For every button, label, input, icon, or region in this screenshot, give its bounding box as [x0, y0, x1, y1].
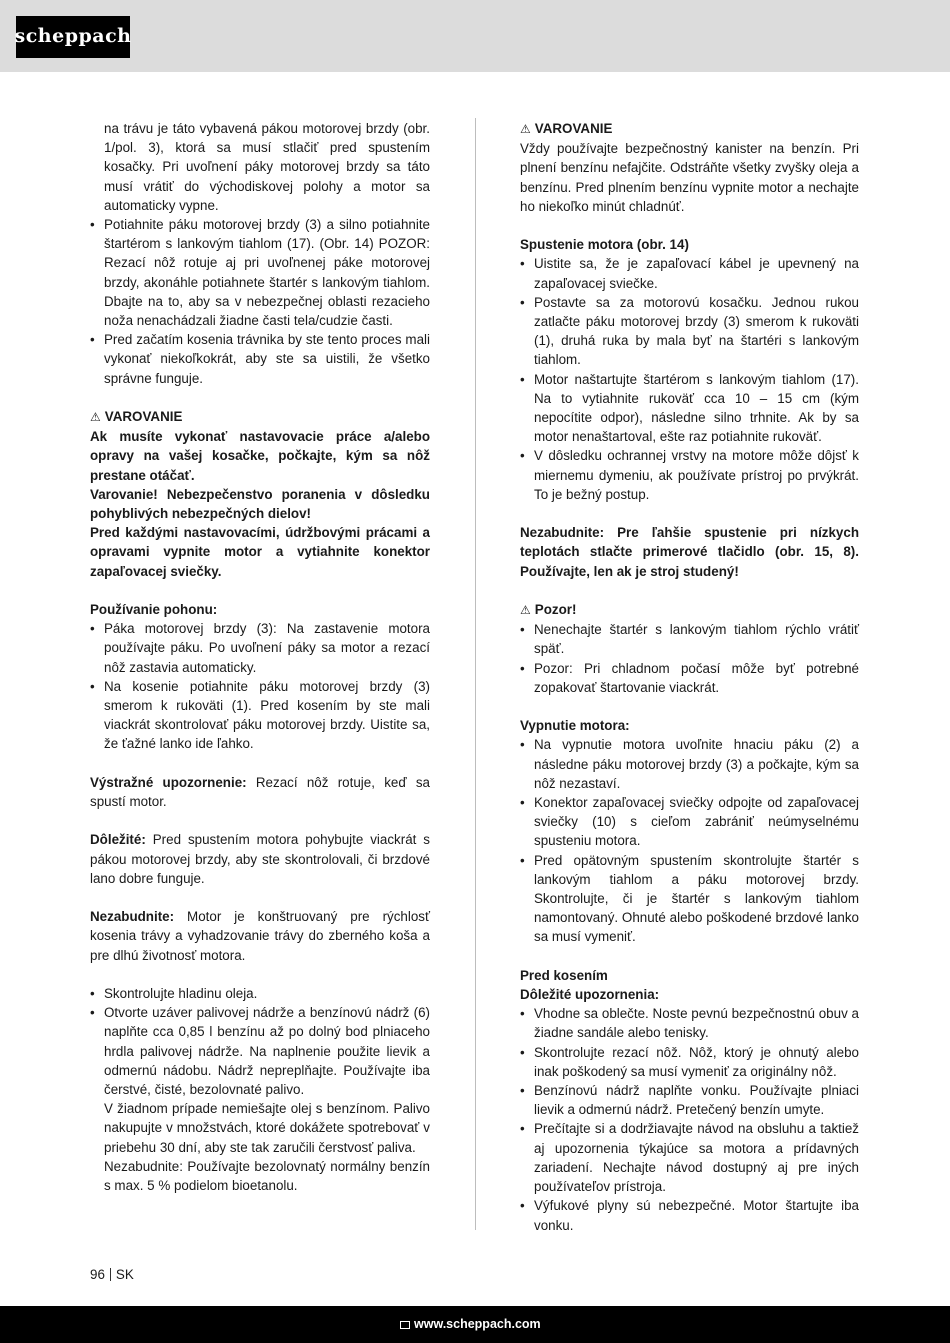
list-item: • Otvorte uzáver palivovej nádrže a benzínovú nádrž (6) naplňte cca 0,85 l benzínu až po dolný bod plniaceho hrdla palivovej nádrže. Na naplnenie použite lievik a odmernú nádobu. Nádrž nepreplňajte. Používajte iba čerstvé, čisté, bezolovnaté palivo.: [90, 1003, 430, 1099]
monitor-icon: [400, 1321, 410, 1329]
important-paragraph: Dôležité: Pred spustením motora pohybujte viackrát s pákou motorovej brzdy, aby ste skontrolovali, či brzdové lano dobre funguje.: [90, 832, 430, 886]
section-subheading: Dôležité upozornenia:: [520, 987, 660, 1003]
list-item: • Pozor: Pri chladnom počasí môže byť potrebné zopakovať štartovanie viackrát.: [520, 659, 859, 697]
warning-paragraph: Ak musíte vykonať nastavovacie práce a/alebo opravy na vašej kosačke, počkajte, kým sa nôž prestane otáčať.: [90, 429, 430, 483]
warning-heading: ⚠ VAROVANIE: [520, 119, 859, 139]
left-column: [90, 119, 430, 1195]
start-procedure-list: [90, 215, 430, 388]
list-item: • Pred začatím kosenia trávnika by ste tento proces mali vykonať niekoľkokrát, aby ste sa uistili, že všetko správne funguje.: [90, 330, 430, 388]
section-heading-stop: Vypnutie motora:: [520, 718, 630, 734]
warning-heading: ⚠ VAROVANIE: [90, 407, 430, 427]
list-item: • Benzínovú nádrž naplňte vonku. Používajte plniaci lievik a odmernú nádrž. Pretečený benzín umyte.: [520, 1081, 859, 1119]
caution-paragraph: Výstražné upozornenie: Rezací nôž rotuje, keď sa spustí motor.: [90, 774, 430, 810]
brand-logo: scheppach: [16, 16, 130, 58]
drive-list: [90, 619, 430, 753]
page-footer: [90, 1265, 134, 1284]
list-item: • Prečítajte si a dodržiavajte návod na obsluhu a taktiež aj upozornenia týkajúce sa motora a prídavných zariadení. Nechajte návod dostupný aj pre iných používateľov prístroja.: [520, 1119, 859, 1196]
list-item: • Motor naštartujte štartérom s lankovým tiahlom (17). Na to vytiahnite rukoväť cca 10 – 15 cm (kým nepocítite odpor), následne silno trhnite. Ak by sa motor nenaštartoval, ešte raz potiahnite rukoväť.: [520, 370, 859, 447]
start-list: [520, 254, 859, 504]
fuel-list: [90, 984, 430, 1099]
pozor-list: [520, 620, 859, 697]
list-item: • Nenechajte štartér s lankovým tiahlom rýchlo vrátiť späť.: [520, 620, 859, 658]
right-column: [520, 119, 859, 1235]
list-item: • Na kosenie potiahnite páku motorovej brzdy (3) smerom k rukoväti (1). Pred kosením by ste mali viackrát skontrolovať páku motorovej brzdy. Uistite sa, že ťažné lanko ide ľahko.: [90, 677, 430, 754]
list-item: • Skontrolujte rezací nôž. Nôž, ktorý je ohnutý alebo inak poškodený sa musí vymeniť za originálny nôž.: [520, 1043, 859, 1081]
warning-triangle-icon: ⚠: [90, 410, 101, 425]
pozor-heading: ⚠ Pozor!: [520, 600, 859, 620]
warning-paragraph: Vždy používajte bezpečnostný kanister na benzín. Pri plnení benzínu nefajčite. Odstráňte všetky zvyšky oleja a benzínu. Pred plnením benzínu vypnite motor a nechajte ho niekoľko minút chladnúť.: [520, 141, 859, 214]
stop-list: [520, 735, 859, 946]
section-heading-before: Pred kosením: [520, 967, 608, 983]
list-item: • Postavte sa za motorovú kosačku. Jednou rukou zatlačte páku motorovej brzdy (3) smerom k rukoväti (1), druhá ruka by mala byť na štartéri s lankovým tiahlom.: [520, 293, 859, 370]
header-bar: [0, 0, 950, 72]
section-heading-start: Spustenie motora (obr. 14): [520, 237, 689, 253]
warning-paragraph: Pred každými nastavovacími, údržbovými prácami a opravami vypnite motor a vytiahnite konektor zapaľovacej sviečky.: [90, 525, 430, 579]
language-code: SK: [115, 1267, 134, 1282]
warning-triangle-icon: ⚠: [520, 122, 531, 136]
before-list: [520, 1004, 859, 1234]
list-item: • Pred opätovným spustením skontrolujte štartér s lankovým tiahlom a páku motorovej brzdy. Skontrolujte, či je štartér s lankovým tiahlom namontovaný. Ohnuté alebo poškodené brzdové lanko sa musí vymeniť.: [520, 851, 859, 947]
column-divider: [475, 118, 476, 1230]
list-item: • Páka motorovej brzdy (3): Na zastavenie motora používajte páku. Po uvoľnení páky sa motor a rezací nôž zastavia automaticky.: [90, 619, 430, 677]
website-link[interactable]: www.scheppach.com: [400, 1315, 541, 1334]
list-item: • Na vypnutie motora uvoľnite hnaciu páku (2) a následne páku motorovej brzdy (3) a počkajte, kým sa nôž nezastaví.: [520, 735, 859, 793]
fuel-continuation: Nezabudnite: Používajte bezolovnatý normálny benzín s max. 5 % podielom bioetanolu.: [104, 1158, 430, 1194]
list-item: • V dôsledku ochrannej vrstvy na motore môže dôjsť k miernemu dymeniu, ak používate prístroj po prvýkrát. To je bežný postup.: [520, 446, 859, 504]
remember-paragraph: Nezabudnite: Motor je konštruovaný pre rýchlosť kosenia trávy a vyhadzovanie trávy do zberného koša a pre dlhú životnosť motora.: [90, 909, 430, 963]
footer-bar: [0, 1306, 950, 1343]
list-item: • Vhodne sa oblečte. Noste pevnú bezpečnostnú obuv a žiadne sandále alebo tenisky.: [520, 1004, 859, 1042]
page-number: 96: [90, 1267, 105, 1282]
list-item: • Uistite sa, že je zapaľovací kábel je upevnený na zapaľovacej sviečke.: [520, 254, 859, 292]
intro-continuation: na trávu je táto vybavená pákou motorovej brzdy (obr. 1/pol. 3), ktorá sa musí stlačiť pred spustením kosačky. Pri uvoľnení páky motorovej brzdy sa táto musí vrátiť do východiskovej polohy a motor sa automaticky vypne.: [104, 121, 430, 213]
warning-triangle-icon: ⚠: [520, 603, 531, 618]
primer-note: Nezabudnite: Pre ľahšie spustenie pri nízkych teplotách stlačte primerové tlačidlo (obr. 15, 8). Používajte, len ak je stroj studený!: [520, 525, 859, 579]
list-item: • Potiahnite páku motorovej brzdy (3) a silno potiahnite štartérom s lankovým tiahlom (17). (Obr. 14) POZOR: Rezací nôž rotuje aj pri uvoľnenej páke motorovej brzdy, akonáhle potiahnete štartér s lankovým tiahlom. Dbajte na to, aby sa v nebezpečnej oblasti rezacieho noža nenachádzali žiadne časti tela/cudzie časti.: [90, 215, 430, 330]
warning-paragraph: Varovanie! Nebezpečenstvo poranenia v dôsledku pohyblivých nebezpečných dielov!: [90, 486, 430, 522]
list-item: • Konektor zapaľovacej sviečky odpojte od zapaľovacej sviečky (10) s cieľom zabrániť neúmyselnému spusteniu motora.: [520, 793, 859, 851]
list-item: • Skontrolujte hladinu oleja.: [90, 984, 430, 1003]
fuel-continuation: V žiadnom prípade nemiešajte olej s benzínom. Palivo nakupujte v množstvách, ktoré dokážete spotrebovať v priebehu 30 dní, aby ste tak zaručili čerstvosť paliva.: [104, 1101, 430, 1155]
section-heading-drive: Používanie pohonu:: [90, 602, 218, 618]
list-item: • Výfukové plyny sú nebezpečné. Motor štartujte iba vonku.: [520, 1196, 859, 1234]
